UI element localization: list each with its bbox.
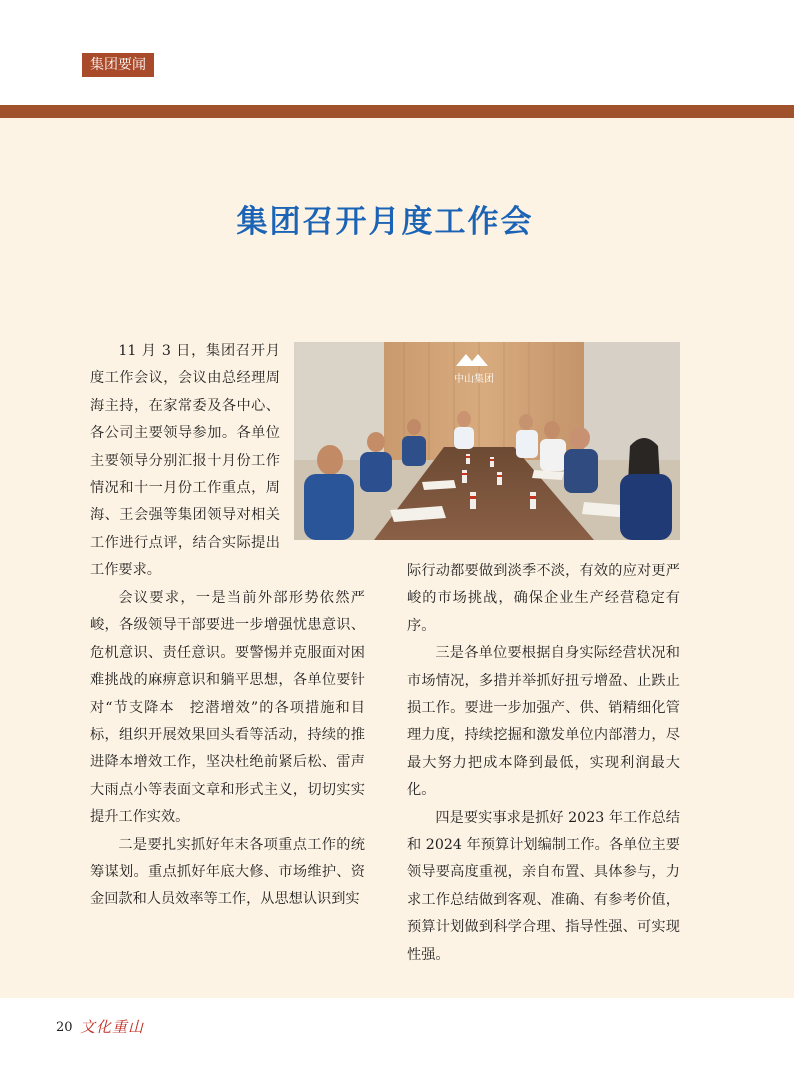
header-divider-bar [0, 105, 794, 118]
article-column-right [407, 558, 680, 969]
paragraph-requirement-2-cont: 际行动都要做到淡季不淡，有效的应对更严峻的市场挑战，确保企业生产经营稳定有序。 [407, 563, 680, 634]
paragraph-requirement-1: 会议要求，一是当前外部形势依然严峻，各级领导干部要进一步增强忧患意识、危机意识、责任意识。要警惕并克服面对困难挑战的麻痹意识和躺平思想，各单位要针对“节支降本 挖潜增效”的各项措施和目标，组织开展效果回头看等活动，持续的推进降本增效工作，坚决杜绝前紧后松、雷声大雨点小等表面文章和形式主义，切切实实提升工作实效。 [90, 590, 365, 826]
article-column-left-top [90, 338, 280, 585]
footer-band [0, 998, 794, 1077]
wall-logo-text: 中山集团 [454, 374, 494, 385]
article-title: 集团召开月度工作会 [236, 204, 534, 240]
paragraph-intro: 11 月 3 日，集团召开月度工作会议，会议由总经理周海主持，在家常委及各中心、各公司主要领导参加。各单位主要领导分别汇报十月份工作情况和十一月份工作重点，周海、王会强等集团领导对相关工作进行点评，结合实际提出工作要求。 [90, 343, 280, 579]
paragraph-requirement-3: 三是各单位要根据自身实际经营状况和市场情况，多措并举抓好扭亏增盈、止跌止损工作。要进一步加强产、供、销精细化管理力度，持续挖掘和激发单位内部潜力，尽最大努力把成本降到最低，实现利润最大化。 [407, 645, 680, 799]
page-number: 20 [56, 1020, 73, 1035]
article-column-left [90, 585, 365, 914]
paragraph-requirement-2: 二是要扎实抓好年末各项重点工作的统筹谋划。重点抓好年底大修、市场维护、资金回款和人员效率等工作，从思想认识到实 [90, 836, 365, 908]
section-tag: 集团要闻 [82, 53, 154, 77]
magazine-logo: 文化重山 [80, 1018, 145, 1036]
paragraph-requirement-4: 四是要实事求是抓好 2023 年工作总结和 2024 年预算计划编制工作。各单位主要领导要高度重视，亲自布置、具体参与，力求工作总结做到客观、准确、有参考价值，预算计划做到科学合理、指导性强、可实现性强。 [407, 809, 680, 963]
meeting-photo [294, 342, 680, 540]
